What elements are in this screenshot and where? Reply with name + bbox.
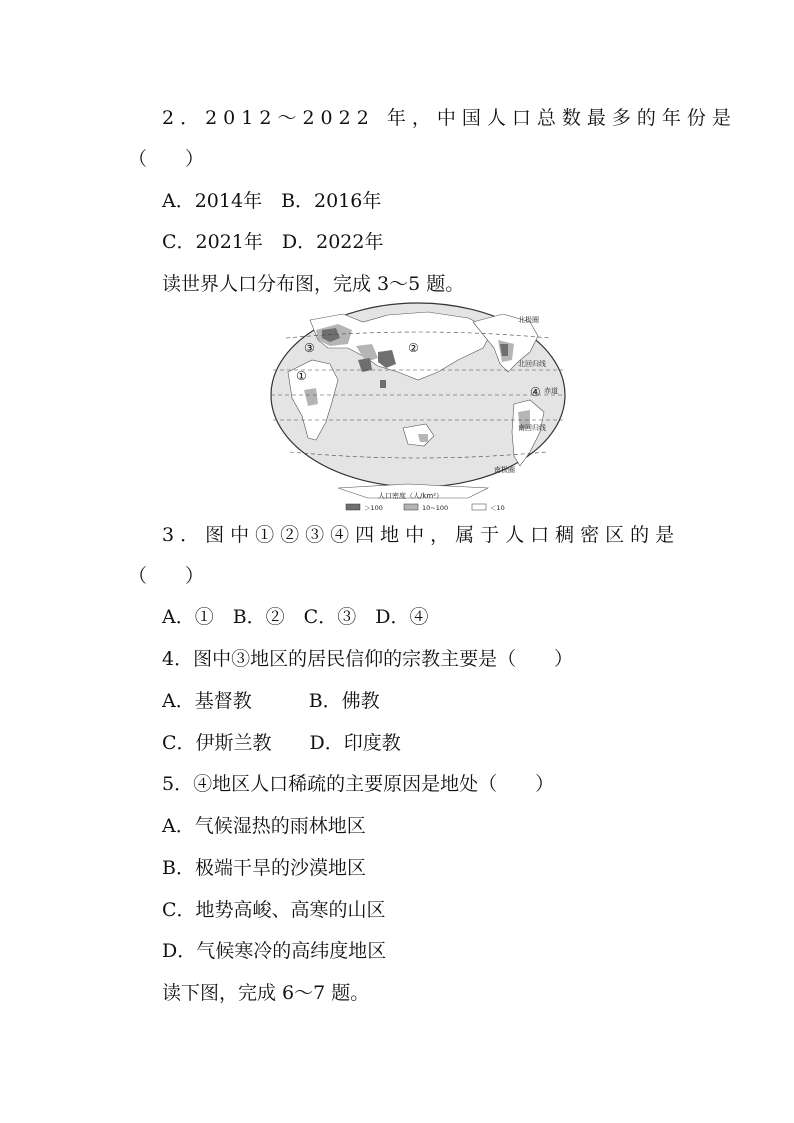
label-tropic-capricorn: 南回归线 (518, 424, 546, 432)
legend-label-high: ＞100 (364, 504, 383, 512)
q3-stem: 3．图中①②③④四地中，属于人口稠密区的是 (162, 524, 681, 546)
q4-stem: 4．图中③地区的居民信仰的宗教主要是（ ） (162, 648, 574, 670)
legend-swatch-medium (404, 504, 418, 510)
q2-options-row2: C．2021年 D．2022年 (162, 231, 384, 253)
q5-stem: 5．④地区人口稀疏的主要原因是地处（ ） (162, 773, 555, 795)
intro-3-5: 读世界人口分布图，完成 3～5 题。 (162, 273, 465, 295)
q5-option-a: A．气候湿热的雨林地区 (162, 815, 366, 837)
world-population-map (268, 300, 568, 516)
map-marker-4: ④ (530, 385, 541, 399)
q3-answer-paren: （ ） (128, 565, 205, 587)
label-arctic-circle: 北极圈 (518, 316, 539, 324)
map-marker-3: ③ (304, 341, 315, 355)
q4-options-row2: C．伊斯兰教 D．印度教 (162, 732, 401, 754)
q2-answer-paren: （ ） (128, 148, 205, 170)
map-marker-2: ② (408, 341, 419, 355)
q2-options-row1: A．2014年 B．2016年 (162, 190, 382, 212)
q4-options-row1: A．基督教 B．佛教 (162, 690, 380, 712)
legend-label-medium: 10~100 (422, 504, 449, 512)
q2-stem: 2．2012～2022 年，中国人口总数最多的年份是 (162, 107, 737, 129)
q3-options: A．① B．② C．③ D．④ (162, 606, 429, 628)
legend-title: 人口密度（人/km²） (378, 492, 444, 500)
legend-swatch-low (472, 504, 486, 510)
intro-6-7: 读下图，完成 6～7 题。 (162, 982, 370, 1004)
legend-label-low: ＜10 (490, 504, 505, 512)
label-tropic-cancer: 北回归线 (518, 360, 546, 368)
legend-swatch-high (346, 504, 360, 510)
q5-option-b: B．极端干旱的沙漠地区 (162, 857, 366, 879)
q5-option-d: D．气候寒冷的高纬度地区 (162, 940, 387, 962)
legend (346, 504, 505, 512)
q5-option-c: C．地势高峻、高寒的山区 (162, 899, 386, 921)
map-marker-1: ① (296, 369, 307, 383)
label-equator: 赤道 (544, 387, 558, 395)
label-antarctic-circle: 南极圈 (494, 466, 515, 474)
